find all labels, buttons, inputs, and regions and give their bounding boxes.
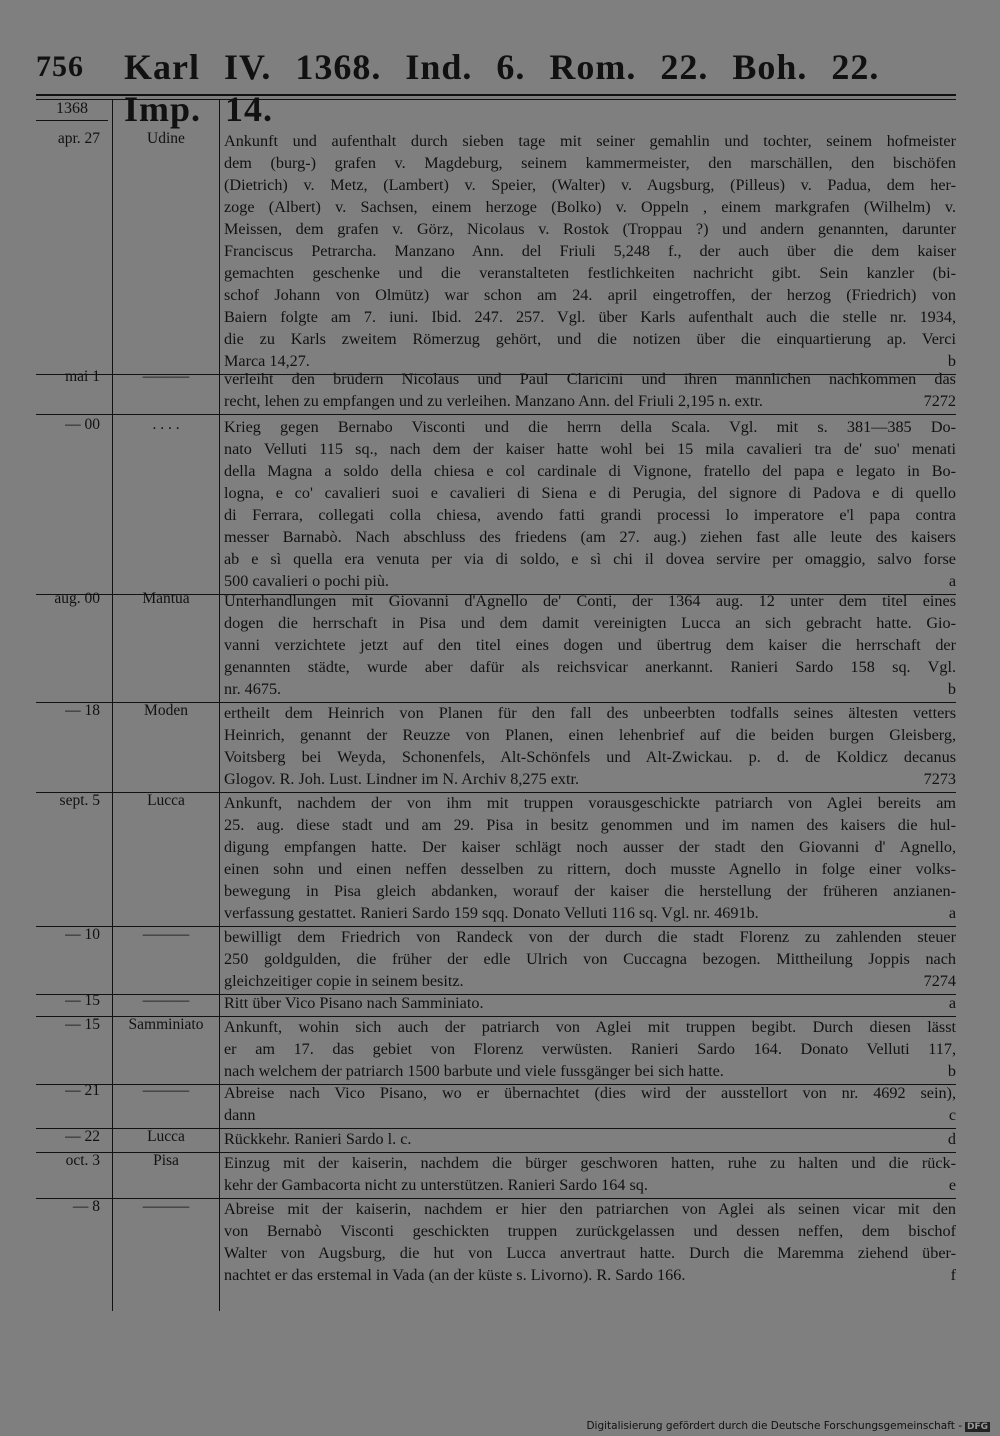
footer-text: Digitalisierung gefördert durch die Deutsche Forschungsgemeinschaft - [586,1420,962,1432]
entry-line: dogen die herrschaft in Pisa und dem damit vereinigten Lucca an sich gebracht hatte. Gio- [224,614,956,632]
entry-place: ——— [142,1198,190,1215]
page-header [36,46,956,129]
entry-line: Einzug mit der kaiserin, nachdem die bürger geschworen hatten, ruhe zu halten und die rück- [224,1154,956,1172]
entry-mark: a [948,904,956,922]
entry-place: ——— [142,1082,190,1099]
entry-date: sept. 5 [59,792,100,809]
entry-mark: 7274 [923,972,956,990]
entry-text [224,702,956,790]
entry-text [224,926,956,992]
entry-date: — 15 [65,992,100,1009]
entry-text [224,992,956,1014]
entry-last-line [224,1104,956,1126]
entry-last-line [224,678,956,700]
entry-text [224,1198,956,1286]
page-number: 756 [36,50,84,83]
entry-line: ertheilt dem Heinrich von Planen für den fall des unbeerbten todfalls seines ältesten vetters [224,704,956,722]
entry-place: . . . . [152,416,180,433]
entry-place: Udine [147,130,185,147]
entry-date: — 21 [65,1082,100,1099]
entry-line: zoge (Albert) v. Sachsen, einem herzoge (Bolko) v. Oppeln , einem markgrafen (Wilhelm) v. [224,198,956,216]
entry-line: Walter von Augsburg, die hut von Lucca anvertraut hatte. Durch die Maremma ziehend über- [224,1244,956,1262]
entry-line: dann [224,1106,256,1124]
dfg-logo: DFG [966,1422,988,1432]
entry-place: ——— [142,992,190,1009]
year-rule [36,120,108,121]
entry-line: 25. aug. diese stadt und am 29. Pisa in besitz genommen und im namen des kaisers die hul- [224,816,956,834]
entry-mark: b [947,352,956,370]
entry-text [224,792,956,924]
entry-date: — 22 [65,1128,100,1145]
entry-line: nato Velluti 115 sq., nach dem der kaiser hatte wohl bei 15 mila cavalieri tra de' suo' menati [224,440,956,458]
entry-date: — 00 [65,416,100,433]
entry-date: — 15 [65,1016,100,1033]
entry-text [224,416,956,592]
entry-place: Lucca [147,792,185,809]
entry-line: messer Barnabò. Nach abschluss des friedens (am 27. aug.) ziehen fast alle leute des kaisers [224,528,956,546]
entry-last-line [224,1060,956,1082]
entry-line: Marca 14,27. [224,352,310,370]
entry-place: Samminiato [128,1016,204,1033]
entry-mark: 7272 [923,392,956,410]
entry-mark: e [948,1176,956,1194]
entry-line: kehr der Gambacorta nicht zu unterstützen. Ranieri Sardo 164 sq. [224,1176,648,1194]
entry-line: verfassung gestattet. Ranieri Sardo 159 sqq. Donato Velluti 116 sq. Vgl. nr. 4691b. [224,904,759,922]
entry-line: dem (burg-) grafen v. Magdeburg, seinem kammermeister, den marschällen, den bischöfen [224,154,956,172]
entry-line: Ankunft und aufenthalt durch sieben tage mit seiner gemahlin und tochter, seinem hofmeister [224,132,956,150]
entry-mark: b [947,680,956,698]
entry-last-line [224,768,956,790]
header-rule-thin [36,99,956,100]
entry-text [224,1082,956,1126]
page-title: Karl IV. 1368. Ind. 6. Rom. 22. Boh. 22. Imp. 14. [124,47,880,129]
entry-line: Voitsberg bei Weyda, Schonenfels, Alt-Schönfels und Alt-Zwickau. p. d. de Koldicz decanus [224,748,956,766]
entry-line: Ankunft, wohin sich auch der patriarch von Aglei mit truppen begibt. Durch diesen lässt [224,1018,956,1036]
entry-line: Franciscus Petrarcha. Manzano Ann. del Friuli 5,248 f., der auch über die dem kaiser [224,242,956,260]
entry-mark: a [948,994,956,1012]
entry-place: Lucca [147,1128,185,1145]
entry-date: mai 1 [65,368,100,385]
entry-line: nachtet er das erstemal in Vada (an der küste s. Livorno). R. Sardo 166. [224,1266,686,1284]
entry-line: Rückkehr. Ranieri Sardo l. c. [224,1130,412,1148]
entry-line: (Dietrich) v. Metz, (Lambert) v. Speier, (Walter) v. Augsburg, (Pilleus) v. Padua, dem her- [224,176,956,194]
entry-line: von Bernabò Visconti geschickten truppen zurückgelassen und dessen neffen, dem bischof [224,1222,956,1240]
entry-line: della Magna a soldo della chiesa e col cardinale di Vignone, fratello del papa e legato in Bo- [224,462,956,480]
footer-credit [586,1420,990,1432]
entry-place: ——— [142,368,190,385]
entry-line: Ritt über Vico Pisano nach Samminiato. [224,994,484,1012]
entry-mark: b [947,1062,956,1080]
entry-line: nach welchem der patriarch 1500 barbute und viele fussgänger bei sich hatte. [224,1062,724,1080]
entry-last-line [224,390,956,412]
entry-last-line [224,992,956,1014]
entry-last-line [224,970,956,992]
entry-line: 500 cavalieri o pochi più. [224,572,389,590]
entry-line: digung empfangen hatte. Der kaiser schlägt noch ausser der stadt den Giovanni d' Agnello, [224,838,956,856]
entry-line: ab e sì quella era venuta per via di soldo, e sì chi il dovea servire per omaggio, salvo forse [224,550,956,568]
header-rule [36,94,956,96]
entry-line: recht, lehen zu empfangen und zu verleihen. Manzano Ann. del Friuli 2,195 n. extr. [224,392,763,410]
entry-line: Abreise mit der kaiserin, nachdem er hier den patriarchen von Aglei als seinen vicar mit den [224,1200,956,1218]
entry-place: ——— [142,926,190,943]
entry-place: Mantua [142,590,190,607]
entry-mark: a [948,572,956,590]
entry-place: Moden [144,702,188,719]
entry-line: Abreise nach Vico Pisano, wo er übernachtet (dies wird der ausstellort von nr. 4692 sein), [224,1084,956,1102]
entry-line: die zu Karls zweitem Römerzug gehört, und die notizen über die einquartierung ap. Verci [224,330,956,348]
entry-line: di Ferrara, collegati colla chiesa, avendo fatti grandi processi lo imperatore e'l papa contra [224,506,956,524]
entry-line: bewilligt dem Friedrich von Randeck von der durch die stadt Florenz zu zahlenden steuer [224,928,956,946]
entry-line: 250 goldgulden, die früher der edle Ulrich von Cuccagna bezogen. Mittheilung Joppis nach [224,950,956,968]
entry-last-line [224,1174,956,1196]
entry-text [224,1016,956,1082]
entry-line: Unterhandlungen mit Giovanni d'Agnello de' Conti, der 1364 aug. 12 unter dem titel eines [224,592,956,610]
entry-date: — 8 [72,1198,100,1215]
entry-line: Heinrich, genannt der Reuzze von Planen, einen lehenbrief auf die beiden burgen Gleisberg, [224,726,956,744]
entry-text [224,130,956,372]
entry-line: bewegung in Pisa gleich abdanken, worauf der kaiser die herstellung der früheren anzianen- [224,882,956,900]
entry-line: nr. 4675. [224,680,282,698]
entry-mark: f [950,1266,956,1284]
entry-mark: d [947,1130,956,1148]
entry-date: — 10 [65,926,100,943]
entry-date: oct. 3 [65,1152,100,1169]
entry-line: er am 17. das gebiet von Florenz verwüsten. Ranieri Sardo 164. Donato Velluti 117, [224,1040,956,1058]
entry-line: Ankunft, nachdem der von ihm mit truppen vorausgeschickte patriarch von Aglei bereits am [224,794,956,812]
column-divider-date [112,99,113,1311]
column-divider-place [219,99,220,1311]
entry-line: gleichzeitiger copie in seinem besitz. [224,972,464,990]
entry-last-line [224,1128,956,1150]
entry-place: Pisa [153,1152,179,1169]
entry-mark: c [948,1106,956,1124]
entry-text [224,1128,956,1150]
entry-line: schof Johann von Olmütz) war schon am 24. april eingetroffen, der herzog (Friedrich) von [224,286,956,304]
entry-line: Meissen, dem grafen v. Görz, Nicolaus v. Rostok (Troppau ?) und andern genannten, darunter [224,220,956,238]
entry-text [224,1152,956,1196]
entry-mark: 7273 [923,770,956,788]
entry-line: Krieg gegen Bernabo Visconti und die herrn della Scala. Vgl. mit s. 381—385 Do- [224,418,956,436]
entry-line: einen sohn und einen neffen desselben zu rittern, doch musste Agnello in folge einer volks- [224,860,956,878]
entry-separator [36,414,956,415]
entry-text [224,590,956,700]
entry-last-line [224,1264,956,1286]
entry-line: logna, e co' cavalieri suoi e cavalieri di Siena e di Perugia, del signore di Padova e di quello [224,484,956,502]
entry-line: genannten städte, wurde aber dafür als reichsvicar anerkannt. Ranieri Sardo 158 sq. Vgl. [224,658,956,676]
entry-line: gemachten geschenke und die veranstalteten festlichkeiten nachricht gibt. Sein kanzler (bi- [224,264,956,282]
entry-line: vanni verzichtete jetzt auf den titel eines dogen und übertrug dem kaiser die herrschaft der [224,636,956,654]
entry-line: Glogov. R. Joh. Lust. Lindner im N. Archiv 8,275 extr. [224,770,580,788]
entry-line: Baiern folgte am 7. iuni. Ibid. 247. 257. Vgl. über Karls aufenthalt auch die stelle nr. 1934, [224,308,956,326]
entry-date: — 18 [65,702,100,719]
entry-date: apr. 27 [57,130,100,147]
entry-last-line [224,570,956,592]
year-label: 1368 [56,100,88,117]
entry-date: aug. 00 [54,590,100,607]
entry-text [224,368,956,412]
entry-line: verleiht den brüdern Nicolaus und Paul Claricini und ihren männlichen nachkommen das [224,370,956,388]
entry-last-line [224,902,956,924]
